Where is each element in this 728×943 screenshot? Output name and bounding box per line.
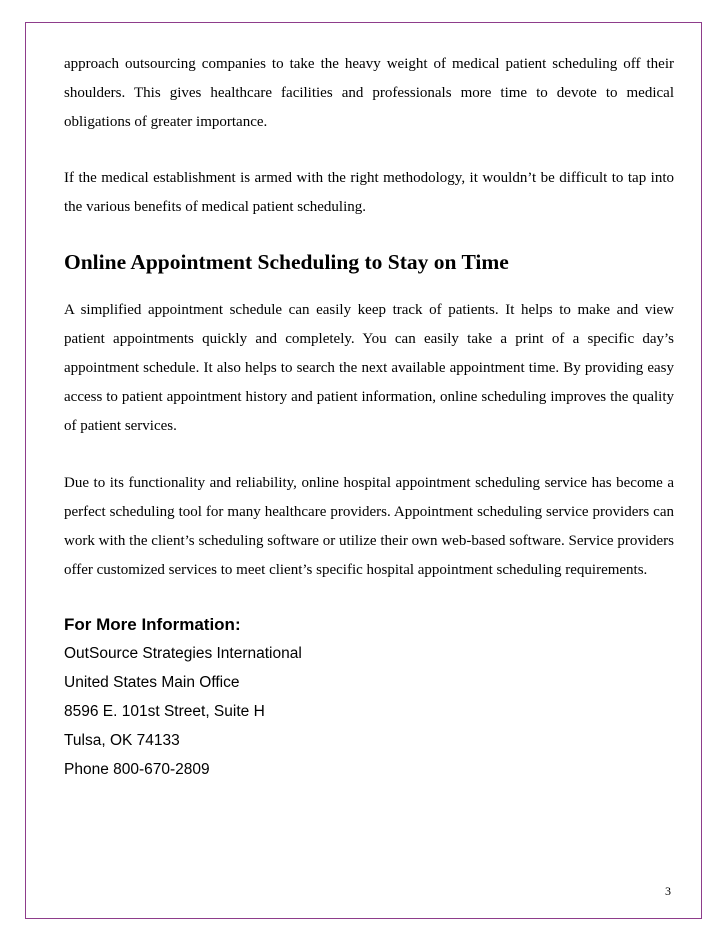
contact-phone: Phone 800-670-2809 [64,761,210,778]
page-number: 3 [665,884,671,898]
paragraph-functionality: Due to its functionality and reliability, online hospital appointment scheduling service has become a perfect scheduling tool for many healthcare providers. Appointment scheduling service providers can work with the client’s scheduling software or utilize their own web-based software. Service providers offer customized services to meet client’s specific hospital appointment scheduling requirements. [64,475,674,578]
contact-block [64,615,674,784]
section-heading: Online Appointment Scheduling to Stay on Time [64,250,509,274]
contact-office: United States Main Office [64,674,240,691]
document-body [64,52,674,784]
paragraph-methodology: If the medical establishment is armed with the right methodology, it wouldn’t be difficult to tap into the various benefits of medical patient scheduling. [64,170,674,215]
contact-street: 8596 E. 101st Street, Suite H [64,703,265,720]
contact-company: OutSource Strategies International [64,645,302,662]
paragraph-simplified-schedule: A simplified appointment schedule can easily keep track of patients. It helps to make and view patient appointments quickly and completely. You can easily take a print of a specific day’s appointment schedule. It also helps to search the next available appointment time. By providing easy access to patient appointment history and patient information, online scheduling improves the quality of patient services. [64,302,674,434]
paragraph-intro: approach outsourcing companies to take the heavy weight of medical patient scheduling off their shoulders. This gives healthcare facilities and professionals more time to devote to medical obligations of greater importance. [64,56,674,130]
contact-heading: For More Information: [64,615,241,634]
contact-city: Tulsa, OK 74133 [64,732,180,749]
